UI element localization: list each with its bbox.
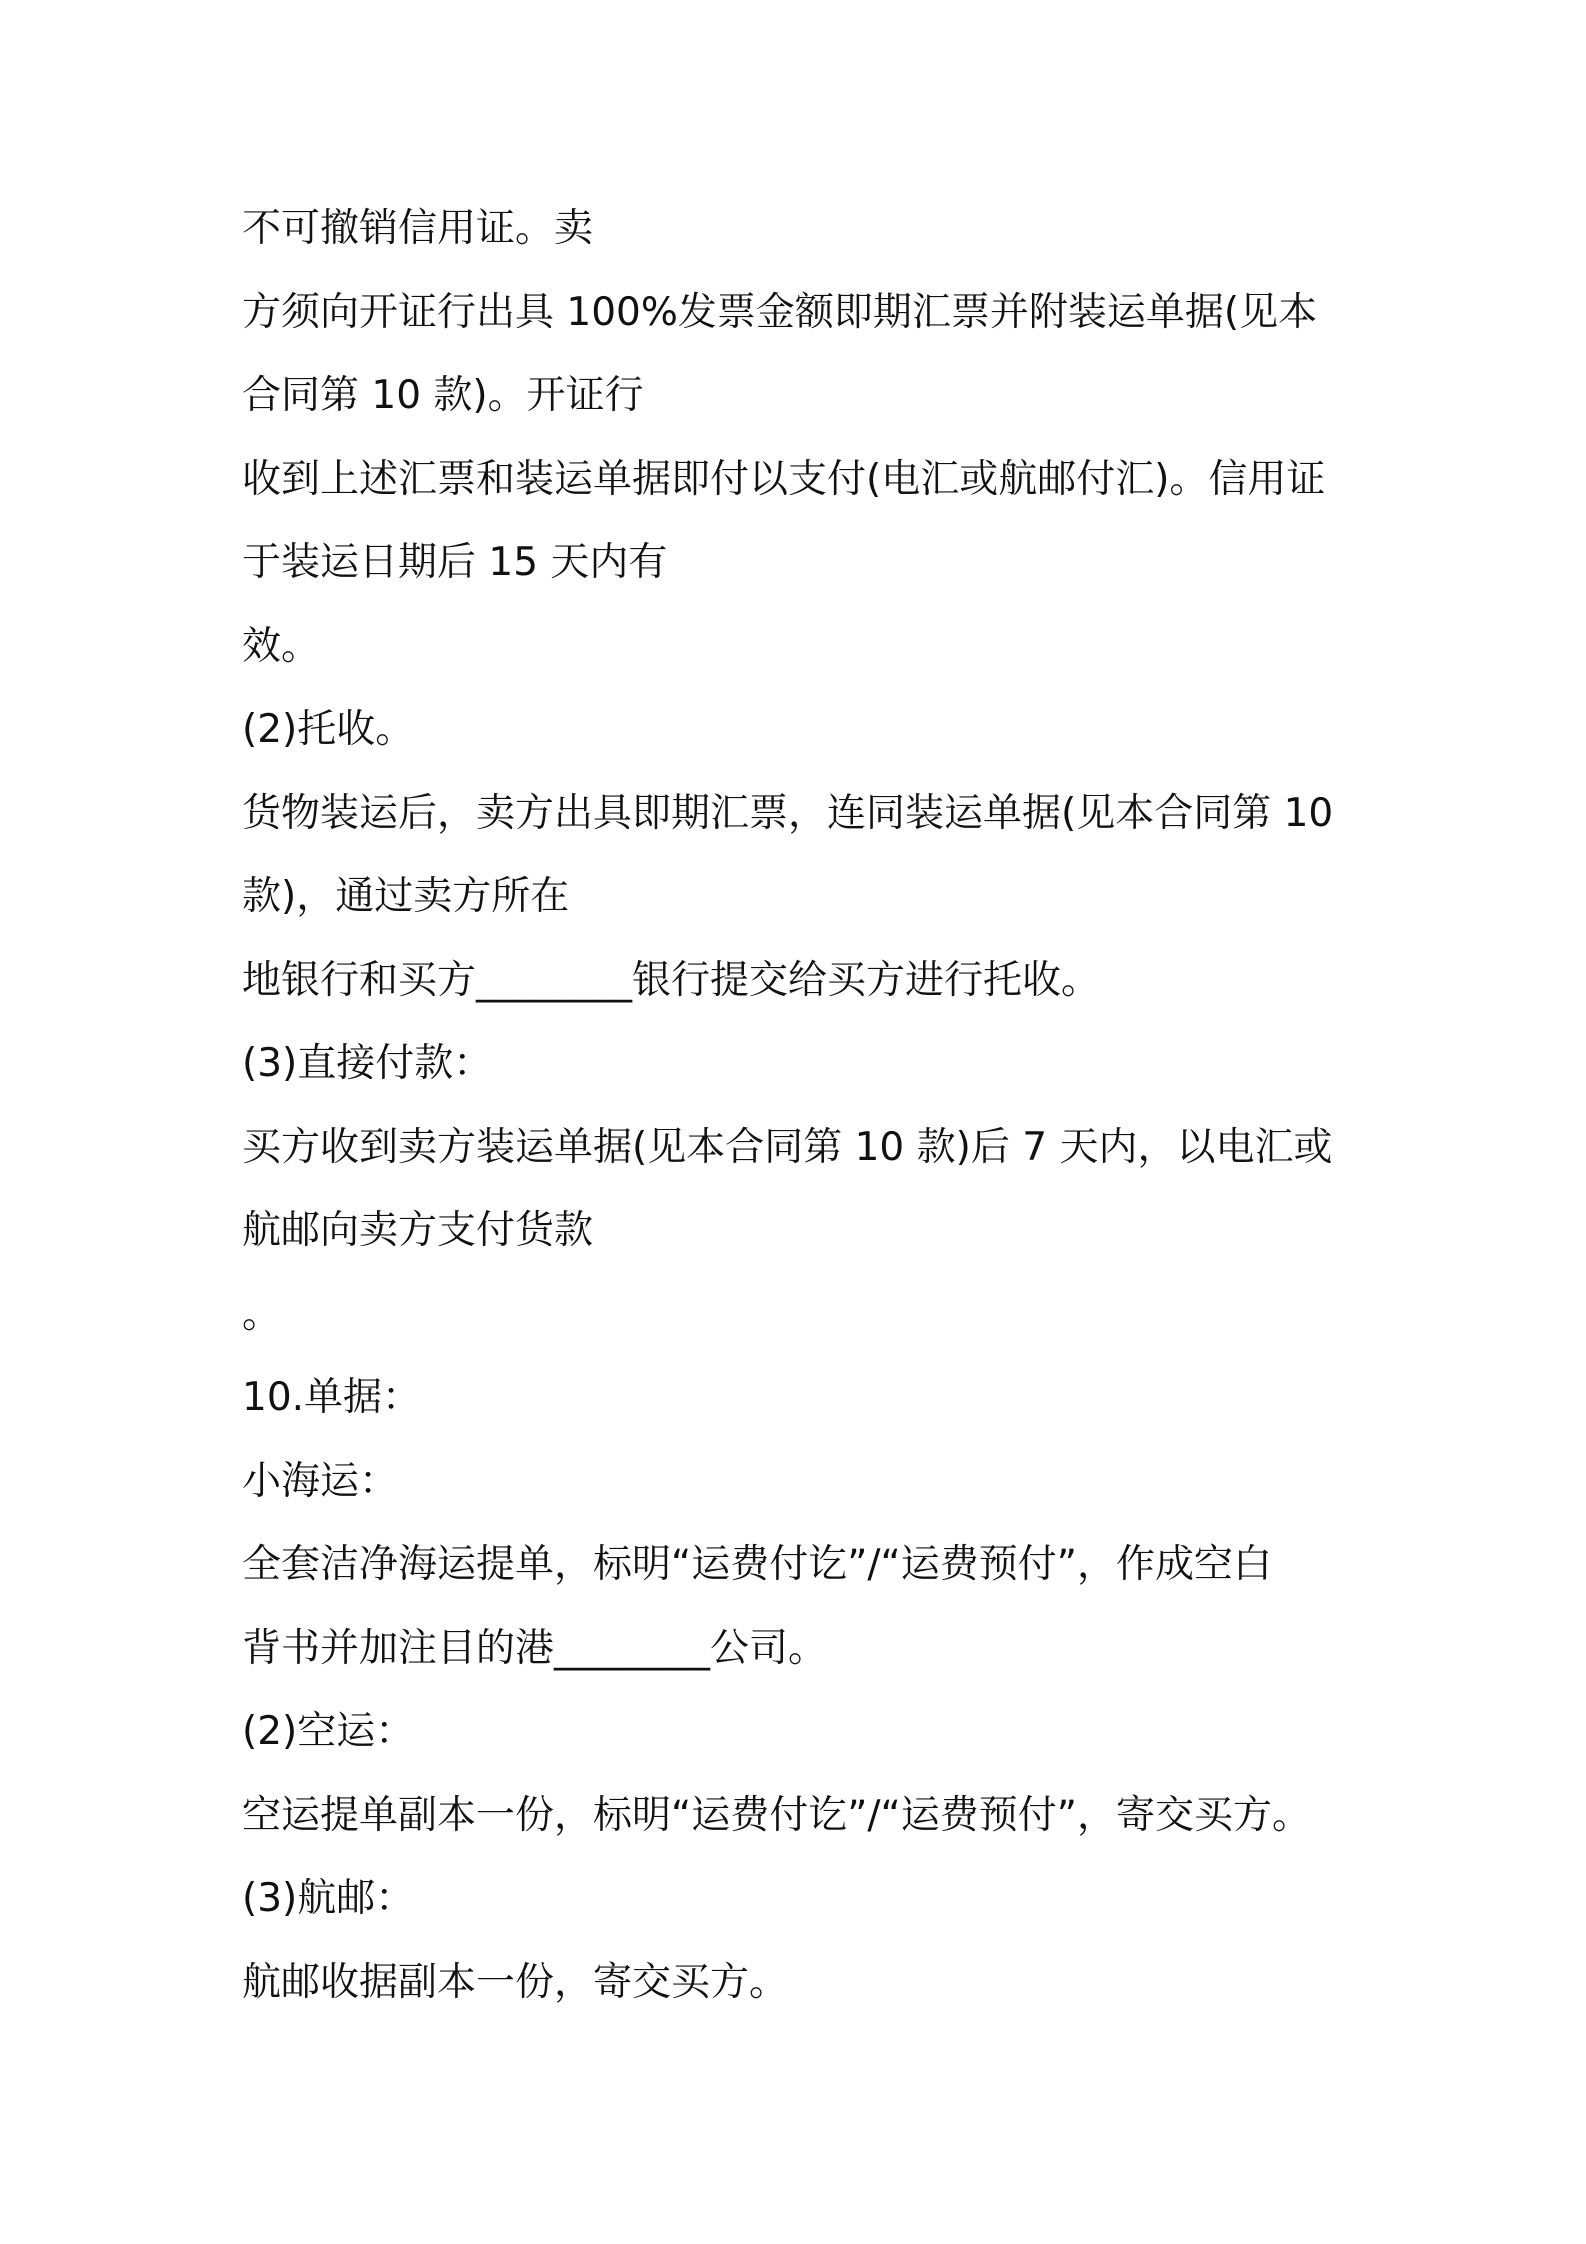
text-line: 地银行和买方________银行提交给买方进行托收。 — [242, 957, 1101, 1003]
text-line: 货物装运后，卖方出具即期汇票，连同装运单据(见本合同第 10 — [242, 790, 1334, 836]
text-line: 小海运： — [242, 1458, 399, 1504]
text-line: 。 — [242, 1291, 282, 1337]
text-line: 不可撤销信用证。卖 — [242, 206, 594, 251]
text-line: (2)托收。 — [242, 707, 415, 752]
text-line: 空运提单副本一份，标明“运费付讫”/“运费预付”，寄交买方。 — [242, 1792, 1311, 1838]
text-line: 收到上述汇票和装运单据即付以支付(电汇或航邮付汇)。信用证 — [242, 456, 1326, 502]
text-line: 合同第 10 款)。开证行 — [242, 373, 644, 418]
text-line: 背书并加注目的港________公司。 — [242, 1625, 828, 1671]
text-line: (3)航邮： — [242, 1876, 415, 1921]
text-line: 款)，通过卖方所在 — [242, 874, 570, 919]
text-line: 10.单据： — [242, 1375, 422, 1420]
text-line: 全套洁净海运提单，标明“运费付讫”/“运费预付”，作成空白 — [242, 1542, 1272, 1587]
text-line: 效。 — [242, 623, 321, 669]
text-line: (2)空运： — [242, 1709, 415, 1754]
document-body — [242, 198, 1362, 2035]
text-line: 航邮向卖方支付货款 — [242, 1208, 594, 1253]
text-line: 方须向开证行出具 100%发票金额即期汇票并附装运单据(见本 — [242, 289, 1318, 335]
text-line: 买方收到卖方装运单据(见本合同第 10 款)后 7 天内，以电汇或 — [242, 1124, 1333, 1170]
text-line: (3)直接付款： — [242, 1041, 493, 1086]
text-line: 航邮收据副本一份，寄交买方。 — [242, 1959, 789, 2005]
text-line: 于装运日期后 15 天内有 — [242, 540, 668, 585]
